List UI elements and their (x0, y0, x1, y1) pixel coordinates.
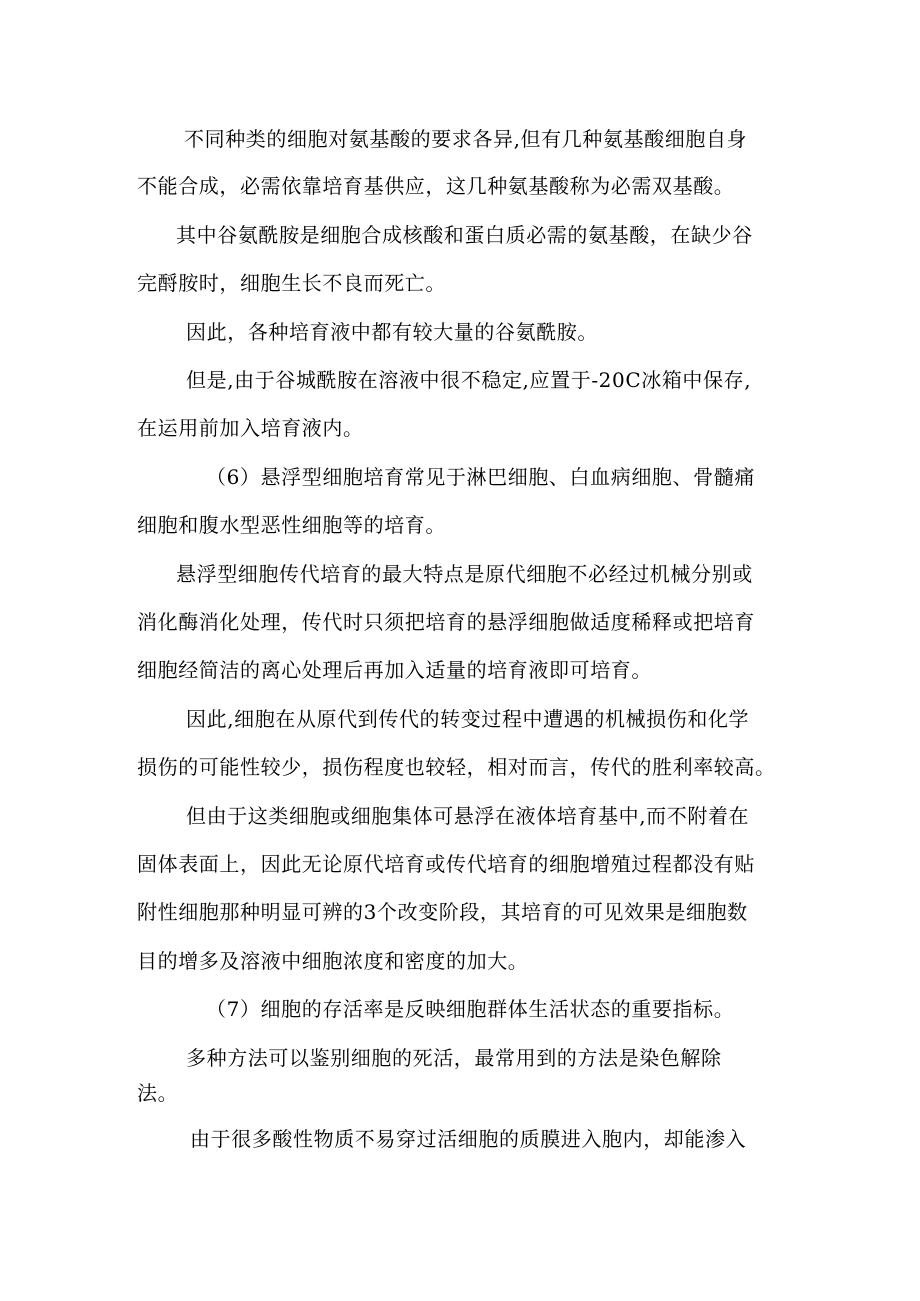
text-line: 由于很多酸性物质不易穿过活细胞的质膜进入胞内，却能渗入 (190, 1127, 747, 1151)
text-line: 附性细胞那种明显可辨的3个改变阶段，其培育的可见效果是细胞数 (137, 900, 748, 924)
text-line: 但由于这类细胞或细胞集体可悬浮在液体培育基中,而不附着在 (186, 804, 750, 828)
text-line: 细胞和腹水型恶性细胞等的培育。 (137, 513, 446, 537)
text-line: 不能合成，必需依靠培育基供应，这几种氨基酸称为必需双基酸。 (137, 174, 735, 198)
text-line: 因此,细胞在从原代到传代的转变过程中遭遇的机械损伤和化学 (186, 707, 750, 731)
text-line: 细胞经简洁的离心处理后再加入适量的培育液即可培育。 (137, 658, 652, 682)
text-line: 消化酶消化处理，传代时只须把培育的悬浮细胞做适度稀释或把培育 (137, 610, 755, 634)
text-line: 固体表面上，因此无论原代培育或传代培育的细胞增殖过程都没有贴 (137, 852, 755, 876)
text-line: 因此，各种培育液中都有较大量的谷氨酰胺。 (186, 320, 598, 344)
text-line: （7）细胞的存活率是反映细胞群体生活状态的重要指标。 (206, 997, 735, 1021)
text-line: 法。 (137, 1081, 179, 1105)
text-line: （6）悬浮型细胞培育常见于淋巴细胞、白血病细胞、骨髓痛 (206, 465, 755, 489)
text-line: 在运用前加入培育液内。 (137, 416, 364, 440)
text-line: 多种方法可以鉴别细胞的死活，最常用到的方法是染色解除 (186, 1046, 722, 1070)
text-line: 目的增多及溶液中细胞浓度和密度的加大。 (137, 949, 529, 973)
text-line: 不同种类的细胞对氨基酸的要求各异,但有几种氨基酸细胞自身 (184, 127, 748, 151)
text-line: 完酹胺时，细胞生长不良而死亡。 (137, 271, 446, 295)
text-line: 悬浮型细胞传代培育的最大特点是原代细胞不必经过机械分别或 (176, 562, 753, 586)
text-line: 其中谷氨酰胺是细胞合成核酸和蛋白质必需的氨基酸，在缺少谷 (176, 223, 753, 247)
text-line: 损伤的可能性较少，损伤程度也较轻，相对而言，传代的胜利率较高。 (137, 755, 776, 779)
text-line: 但是,由于谷城酰胺在溶液中很不稳定,应置于-20C冰箱中保存, (186, 368, 752, 392)
